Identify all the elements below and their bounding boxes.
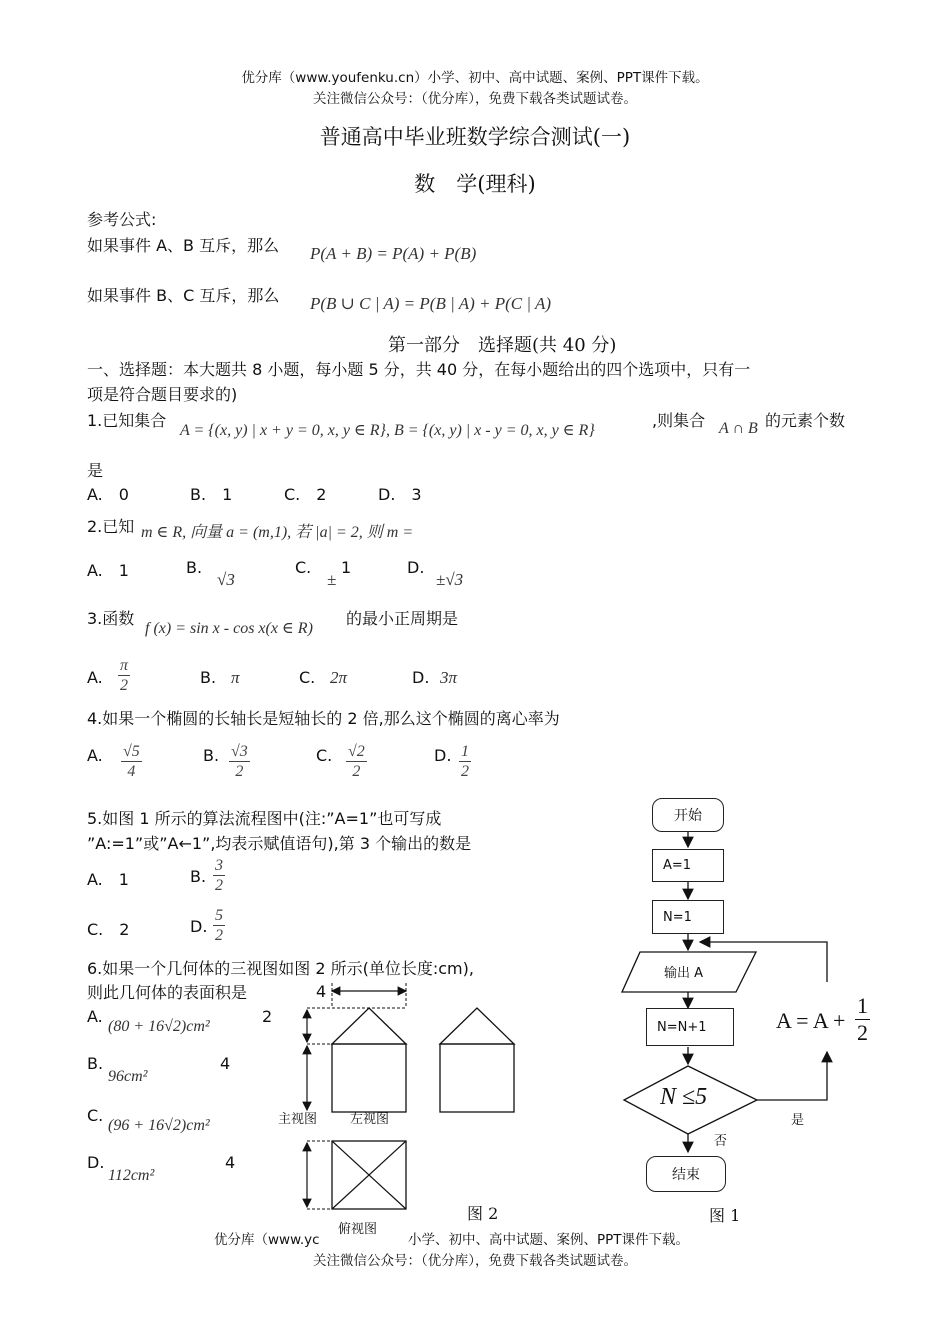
q1-option-b: B. 1 <box>190 485 233 504</box>
figure2-dim-base: 4 <box>225 1153 236 1172</box>
footer-line-2: 关注微信公众号：（优分库），免费下载各类试题试卷。 <box>313 1253 637 1269</box>
reference-heading: 参考公式: <box>87 210 157 229</box>
q4-text: 4.如果一个椭圆的长轴长是短轴长的 2 倍,那么这个椭圆的离心率为 <box>87 709 560 728</box>
flow-increment: N=N+1 <box>646 1008 734 1046</box>
q4-option-c-num: √2 <box>348 743 365 760</box>
q4-option-b-num: √3 <box>231 743 248 760</box>
formula-2-text: 如果事件 B、C 互斥，那么 <box>87 286 280 305</box>
q3-option-b-label: B. <box>200 668 217 687</box>
q4-option-b-label: B. <box>203 746 220 765</box>
flow-loop-fraction <box>855 993 870 1046</box>
q2-option-d-label: D. <box>407 558 425 577</box>
q1-math: A = {(x, y) | x + y = 0, x, y ∈ R}, B = {(x, y) | x - y = 0, x, y ∈ R} <box>180 422 595 439</box>
formula-2-math: P(B ∪ C | A) = P(B | A) + P(C | A) <box>310 294 552 313</box>
q4-option-d-den: 2 <box>461 763 469 780</box>
front-view-body <box>332 1044 406 1112</box>
q6-line2: 则此几何体的表面积是 <box>87 983 248 1002</box>
q3-option-d-value: 3π <box>440 668 458 687</box>
q5-option-b-num: 3 <box>215 857 223 874</box>
figure2-dim-top: 4 <box>316 982 327 1001</box>
figure2-caption: 图 2 <box>467 1204 499 1223</box>
q4-option-b-den: 2 <box>235 763 244 780</box>
q5-line1: 5.如图 1 所示的算法流程图中(注:”A=1”也可写成 <box>87 809 442 828</box>
q1-prefix: 1.已知集合 <box>87 411 167 430</box>
footer-line-1a: 优分库（www.yc <box>214 1232 320 1248</box>
q6-option-c-label: C. <box>87 1106 104 1125</box>
flow-condition-label: N ≤5 <box>660 1084 708 1110</box>
q6-option-a-value: (80 + 16√2)cm² <box>108 1018 210 1035</box>
q1-option-c: C. 2 <box>284 485 327 504</box>
figure1-caption: 图 1 <box>709 1206 741 1225</box>
q3-option-c-value: 2π <box>330 668 348 687</box>
q6-option-a-label: A. <box>87 1007 103 1026</box>
q2-option-d-value: ±√3 <box>436 570 464 589</box>
q1-option-a: A. 0 <box>87 485 129 504</box>
q4-option-d-num: 1 <box>461 743 469 760</box>
flow-assign-n: N=1 <box>652 900 724 934</box>
top-view-label: 俯视图 <box>338 1222 378 1237</box>
arrow-condition-yes <box>757 1052 827 1100</box>
q3-option-a-num: π <box>120 657 129 674</box>
exam-subtitle: 数 学(理科) <box>414 172 536 196</box>
q3-option-c-label: C. <box>299 668 316 687</box>
exam-title: 普通高中毕业班数学综合测试(一) <box>319 125 631 149</box>
q4-option-a-fraction <box>121 742 142 782</box>
q1-suffix: 的元素个数 <box>765 411 846 430</box>
q4-option-a-den: 4 <box>127 763 136 780</box>
q2-option-a: A. 1 <box>87 561 129 580</box>
q1-math2: A ∩ B <box>719 420 758 437</box>
q4-option-a-num: √5 <box>123 743 140 760</box>
flow-loop-formula: A = A + <box>776 1008 846 1033</box>
header-line-1: 优分库（www.youfenku.cn）小学、初中、高中试题、案例、PPT课件下载。 <box>241 70 709 86</box>
q3-prefix: 3.函数 <box>87 609 135 628</box>
q6-option-b-label: B. <box>87 1054 104 1073</box>
header-line-2: 关注微信公众号：（优分库），免费下载各类试题试卷。 <box>313 91 637 107</box>
q2-math: m ∈ R, 向量 a = (m,1), 若 |a| = 2, 则 m = <box>141 524 414 541</box>
q2-option-b-label: B. <box>186 558 203 577</box>
formula-1-math: P(A + B) = P(A) + P(B) <box>310 244 477 263</box>
q6-line1: 6.如果一个几何体的三视图如图 2 所示(单位长度:cm), <box>87 959 474 978</box>
q4-option-a-label: A. <box>87 746 103 765</box>
flow-start: 开始 <box>652 798 724 832</box>
q5-option-d-den: 2 <box>215 927 223 944</box>
figure2-dim-wall: 4 <box>220 1054 231 1073</box>
q5-option-a: A. 1 <box>87 870 129 889</box>
q4-option-c-label: C. <box>316 746 333 765</box>
flow-end: 结束 <box>646 1156 726 1192</box>
q3-option-b-value: π <box>231 668 240 687</box>
q5-option-b-den: 2 <box>215 877 223 894</box>
q3-option-a-fraction <box>118 656 130 696</box>
front-view-label: 主视图 <box>278 1112 318 1127</box>
q2-option-c-value: 1 <box>341 558 352 577</box>
q5-option-d-label: D. <box>190 917 208 936</box>
figure2-dim-roof: 2 <box>262 1007 273 1026</box>
q5-option-c: C. 2 <box>87 920 130 939</box>
q2-option-c-sign: ± <box>327 570 337 589</box>
part1-intro-line1: 一、选择题：本大题共 8 小题，每小题 5 分，共 40 分，在每小题给出的四个选项中，只有一 <box>87 360 751 379</box>
q6-option-c-value: (96 + 16√2)cm² <box>108 1117 210 1134</box>
q5-option-b-fraction <box>213 856 225 896</box>
q1-mid: ,则集合 <box>652 411 706 430</box>
q4-option-c-fraction <box>346 742 367 782</box>
side-view-label: 左视图 <box>350 1112 390 1127</box>
q2-prefix: 2.已知 <box>87 517 135 536</box>
q1-option-d: D. 3 <box>378 485 422 504</box>
q5-line2: ”A:=1”或”A←1”,均表示赋值语句),第 3 个输出的数是 <box>87 834 472 853</box>
footer-line-1b: 小学、初中、高中试题、案例、PPT课件下载。 <box>408 1232 690 1248</box>
q4-option-d-fraction <box>459 742 471 782</box>
q2-option-b-value: √3 <box>217 570 235 589</box>
side-view-roof <box>440 1008 514 1044</box>
q3-option-a-label: A. <box>87 668 103 687</box>
q3-math: f (x) = sin x - cos x(x ∈ R) <box>145 620 313 637</box>
flow-loop-num: 1 <box>857 993 868 1018</box>
part1-heading: 第一部分 选择题(共 40 分) <box>388 335 617 356</box>
q2-option-c-label: C. <box>295 558 312 577</box>
q4-option-d-label: D. <box>434 746 452 765</box>
q6-option-b-value: 96cm² <box>108 1068 148 1085</box>
flow-assign-a: A=1 <box>652 849 724 882</box>
q5-option-d-fraction <box>213 906 225 946</box>
flow-yes-label: 是 <box>791 1113 805 1128</box>
q4-option-b-fraction <box>229 742 250 782</box>
q5-option-b-label: B. <box>190 867 207 886</box>
q6-option-d-value: 112cm² <box>108 1167 155 1184</box>
flow-loop-den: 2 <box>857 1020 868 1045</box>
q3-option-d-label: D. <box>412 668 430 687</box>
flow-output-label: 输出 A <box>664 966 704 981</box>
formula-1-text: 如果事件 A、B 互斥，那么 <box>87 236 280 255</box>
q3-option-a-den: 2 <box>120 677 128 694</box>
q4-option-c-den: 2 <box>352 763 361 780</box>
q3-suffix: 的最小正周期是 <box>346 609 459 628</box>
front-view-roof <box>332 1008 406 1044</box>
flow-no-label: 否 <box>714 1134 728 1149</box>
q6-option-d-label: D. <box>87 1153 105 1172</box>
q5-option-d-num: 5 <box>215 907 223 924</box>
side-view-body <box>440 1044 514 1112</box>
q1-cont: 是 <box>87 461 104 480</box>
part1-intro-line2: 项是符合题目要求的) <box>87 385 238 404</box>
